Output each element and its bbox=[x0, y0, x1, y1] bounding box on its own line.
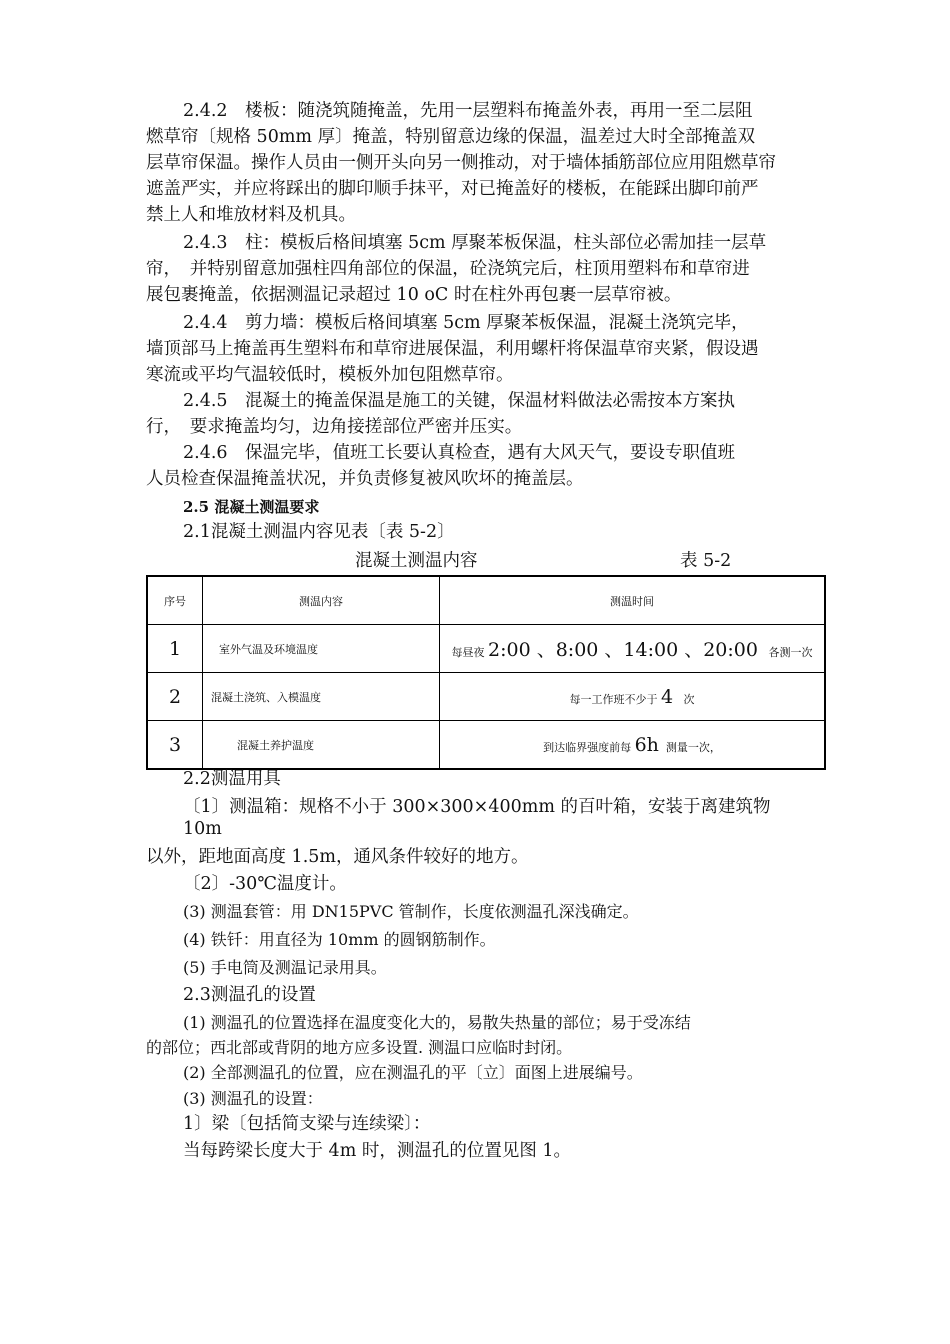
row-time-prefix: 每昼夜 bbox=[451, 646, 485, 659]
row-time bbox=[440, 721, 826, 770]
row-time bbox=[440, 625, 826, 673]
table-row bbox=[147, 625, 825, 673]
paragraph-2-4-3-line2: 帘， 并特别留意加强柱四角部位的保温，砼浇筑完后，柱顶用塑料布和草帘进 bbox=[146, 259, 750, 279]
header-index: 序号 bbox=[147, 576, 203, 625]
paragraph-2-4-2-line3: 层草帘保温。操作人员由一侧开头向另一侧推动，对于墙体插筋部位应用阻燃草帘 bbox=[146, 153, 776, 173]
tool-1-line3: 以外，距地面高度 1.5m，通风条件较好的地方。 bbox=[146, 847, 529, 867]
paragraph-2-4-4-line2: 墙顶部马上掩盖再生塑料布和草帘进展保温，利用螺杆将保温草帘夹紧，假设遇 bbox=[146, 339, 759, 359]
paragraph-2-4-3-line1: 2.4.3 柱：模板后格间填塞 5cm 厚聚苯板保温，柱头部位必需加挂一层草 bbox=[183, 233, 767, 253]
subheading-2-2: 2.2测温用具 bbox=[183, 769, 281, 789]
row-time-value: 2:00 、8:00 、14:00 、20:00 bbox=[488, 639, 758, 661]
hole-2: (2) 全部测温孔的位置，应在测温孔的平〔立〕面图上进展编号。 bbox=[183, 1063, 643, 1082]
hole-1-line2: 的部位；西北部或背阴的地方应多设置. 测温口应临时封闭。 bbox=[146, 1038, 573, 1057]
paragraph-2-4-5-line1: 2.4.5 混凝土的掩盖保温是施工的关键，保温材料做法必需按本方案执 bbox=[183, 391, 736, 411]
row-time-prefix: 到达临界强度前每 bbox=[543, 740, 632, 754]
paragraph-2-4-5-line2: 行， 要求掩盖均匀，边角接搓部位严密并压实。 bbox=[146, 417, 523, 437]
paragraph-2-4-2-line5: 禁上人和堆放材料及机具。 bbox=[146, 205, 356, 225]
table-caption-title: 混凝土测温内容 bbox=[355, 551, 478, 571]
row-content: 混凝土浇筑、入模温度 bbox=[203, 673, 440, 721]
row-index: 2 bbox=[168, 685, 182, 708]
table-caption-number: 表 5-2 bbox=[680, 551, 732, 571]
hole-3: (3) 测温孔的设置： bbox=[183, 1089, 323, 1108]
row-content: 室外气温及环境温度 bbox=[203, 625, 440, 673]
section-heading-2-5: 2.5 混凝土测温要求 bbox=[183, 498, 320, 516]
beam-heading: 1〕梁〔包括简支梁与连续梁〕： bbox=[183, 1114, 431, 1134]
tool-2: 〔2〕-30℃温度计。 bbox=[183, 874, 347, 894]
paragraph-2-4-4-line3: 寒流或平均气温较低时，模板外加包阻燃草帘。 bbox=[146, 365, 514, 385]
row-time-suffix: 测量一次， bbox=[665, 740, 721, 754]
paragraph-2-4-2-line1: 2.4.2 楼板：随浇筑随掩盖，先用一层塑料布掩盖外表，再用一至二层阻 bbox=[183, 101, 753, 121]
row-index: 1 bbox=[168, 637, 182, 660]
row-content: 混凝土养护温度 bbox=[203, 721, 440, 770]
table-row bbox=[147, 721, 825, 770]
row-index: 3 bbox=[168, 733, 182, 756]
paragraph-2-4-4-line1: 2.4.4 剪力墙：模板后格间填塞 5cm 厚聚苯板保温，混凝土浇筑完毕， bbox=[183, 313, 749, 333]
tool-5: (5) 手电筒及测温记录用具。 bbox=[183, 958, 387, 977]
row-time bbox=[440, 673, 826, 721]
tool-1-line2: 10m bbox=[183, 819, 222, 839]
header-time: 测温时间 bbox=[440, 576, 826, 625]
hole-1-line1: (1) 测温孔的位置选择在温度变化大的，易散失热量的部位；易于受冻结 bbox=[183, 1013, 691, 1032]
header-content: 测温内容 bbox=[203, 576, 440, 625]
paragraph-2-4-6-line1: 2.4.6 保温完毕，值班工长要认真检查，遇有大风天气，要设专职值班 bbox=[183, 443, 736, 463]
paragraph-2-4-2-line4: 遮盖严实，并应将踩出的脚印顺手抹平，对已掩盖好的楼板，在能踩出脚印前严 bbox=[146, 179, 759, 199]
paragraph-2-4-2-line2: 燃草帘〔规格 50mm 厚〕掩盖，特别留意边缘的保温，温差过大时全部掩盖双 bbox=[146, 127, 756, 147]
subheading-2-1: 2.1混凝土测温内容见表〔表 5-2〕 bbox=[183, 522, 455, 542]
table-header-row bbox=[147, 576, 825, 625]
table-row bbox=[147, 673, 825, 721]
paragraph-2-4-3-line3: 展包裹掩盖，依据测温记录超过 10 oC 时在柱外再包裹一层草帘被。 bbox=[146, 285, 682, 305]
row-time-value: 6h bbox=[634, 733, 659, 756]
row-time-suffix: 各测一次 bbox=[768, 646, 813, 659]
row-time-value: 4 bbox=[660, 685, 674, 708]
subheading-2-3: 2.3测温孔的设置 bbox=[183, 985, 316, 1005]
paragraph-2-4-6-line2: 人员检查保温掩盖状况，并负责修复被风吹坏的掩盖层。 bbox=[146, 469, 584, 489]
tool-4: (4) 铁钎：用直径为 10mm 的圆钢筋制作。 bbox=[183, 930, 496, 949]
row-time-prefix: 每一工作班不少于 bbox=[569, 692, 658, 706]
temperature-measurement-table bbox=[146, 575, 826, 770]
row-time-suffix: 次 bbox=[683, 692, 695, 706]
tool-3: (3) 测温套管：用 DN15PVC 管制作，长度依测温孔深浅确定。 bbox=[183, 902, 639, 921]
beam-text: 当每跨梁长度大于 4m 时，测温孔的位置见图 1。 bbox=[183, 1141, 572, 1161]
tool-1-line1: 〔1〕测温箱：规格不小于 300×300×400mm 的百叶箱，安装于离建筑物 bbox=[183, 797, 771, 817]
